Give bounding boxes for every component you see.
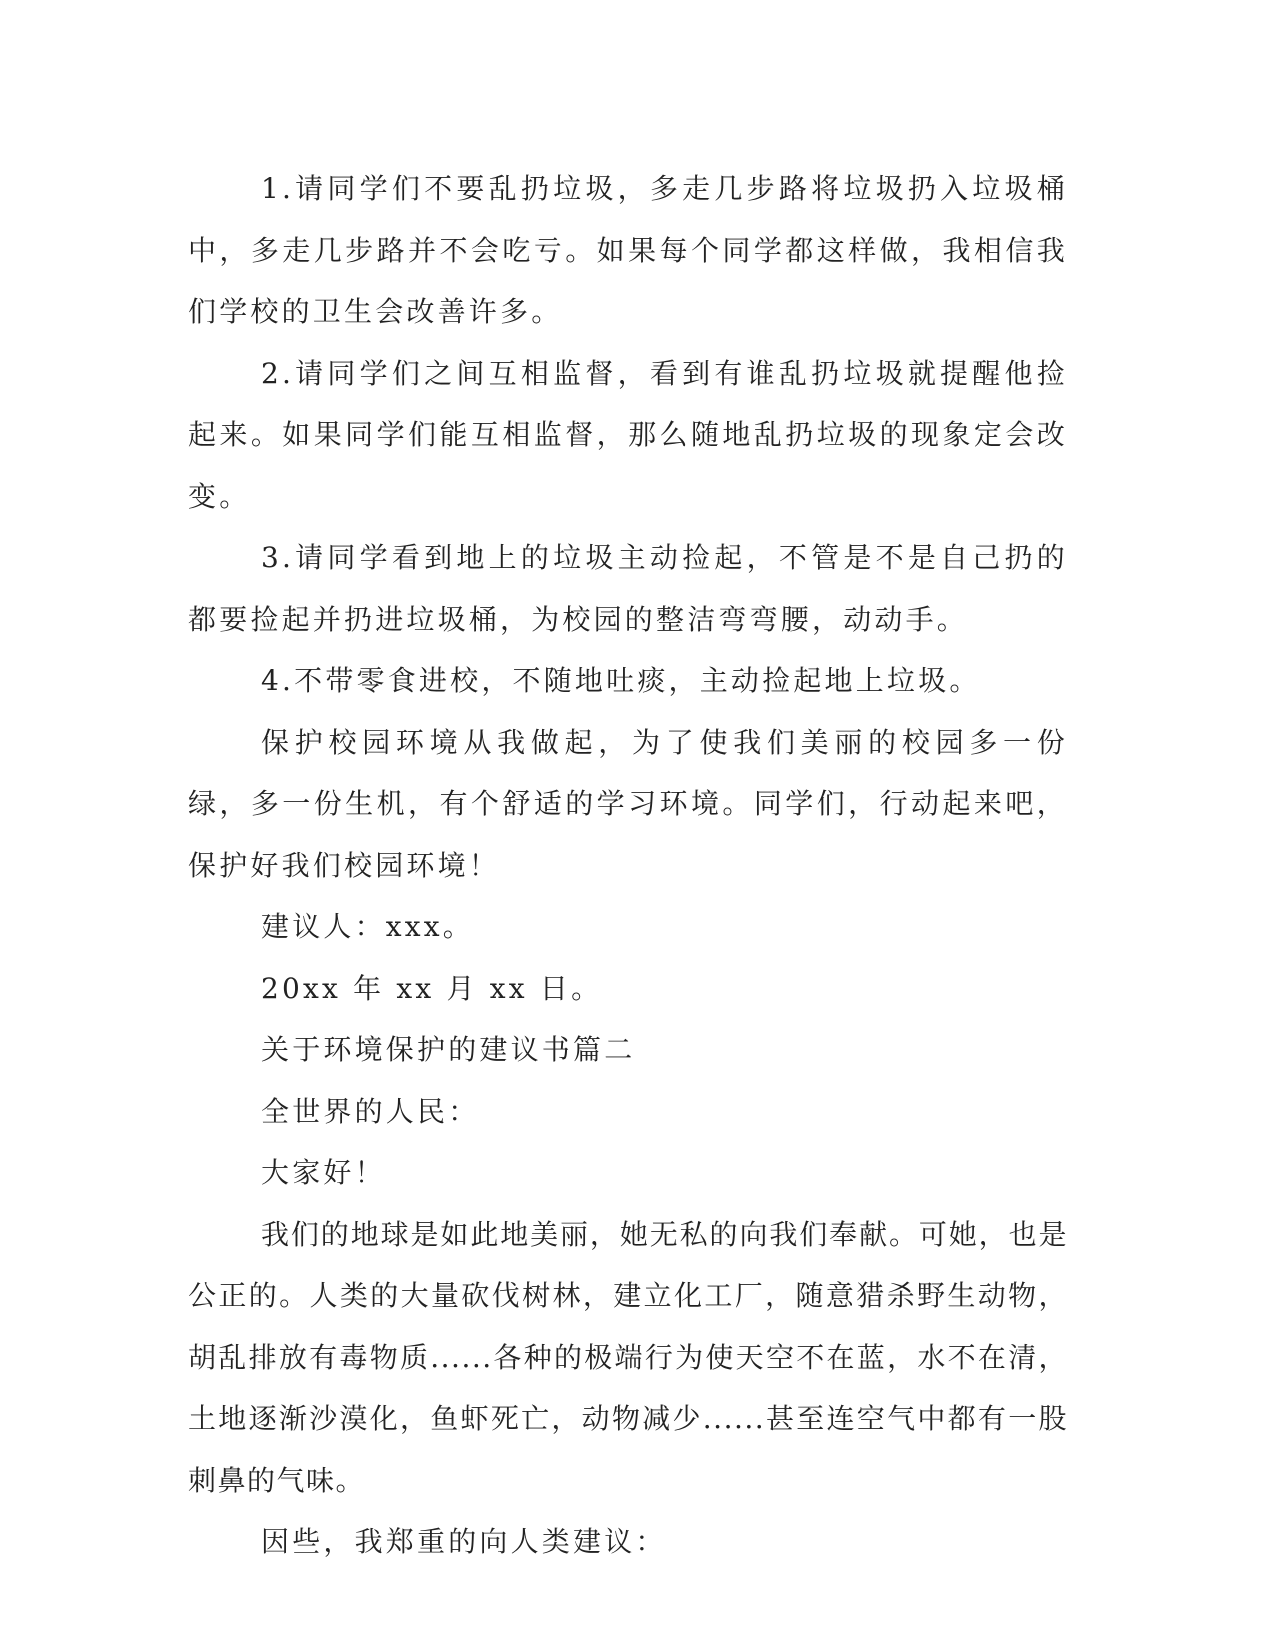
proposal-intro-line: 因些，我郑重的向人类建议： [261,1525,667,1558]
signer-line: 建议人：xxx。 [261,910,474,943]
closing-paragraph: 保护校园环境从我做起，为了使我们美丽的校园多一份绿，多一份生机，有个舒适的学习环境。同学们，行动起来吧，保护好我们校园环境！ [188,725,1068,882]
section-title: 关于环境保护的建议书篇二 [261,1033,636,1066]
suggestion-2-paragraph: 2.请同学们之间互相监督，看到有谁乱扔垃圾就提醒他捡起来。如果同学们能互相监督，那么随地乱扔垃圾的现象定会改变。 [188,356,1068,513]
earth-paragraph: 我们的地球是如此地美丽，她无私的向我们奉献。可她，也是公正的。人类的大量砍伐树林，建立化工厂，随意猎杀野生动物，胡乱排放有毒物质......各种的极端行为使天空不在蓝，水不在清，土地逐渐沙漠化，鱼虾死亡，动物减少......甚至连空气中都有一股刺鼻的气味。 [188,1217,1068,1497]
date-line: 20xx 年 xx 月 xx 日。 [261,971,603,1005]
greeting-line: 大家好！ [261,1156,386,1189]
suggestion-3-paragraph: 3.请同学看到地上的垃圾主动捡起，不管是不是自己扔的都要捡起并扔进垃圾桶，为校园的整洁弯弯腰，动动手。 [188,541,1068,636]
document-body [188,158,1068,1573]
suggestion-1-paragraph: 1.请同学们不要乱扔垃圾，多走几步路将垃圾扔入垃圾桶中，多走几步路并不会吃亏。如果每个同学都这样做，我相信我们学校的卫生会改善许多。 [188,172,1068,328]
suggestion-4-paragraph: 4.不带零食进校，不随地吐痰，主动捡起地上垃圾。 [261,664,981,697]
salutation-line: 全世界的人民： [261,1094,480,1128]
